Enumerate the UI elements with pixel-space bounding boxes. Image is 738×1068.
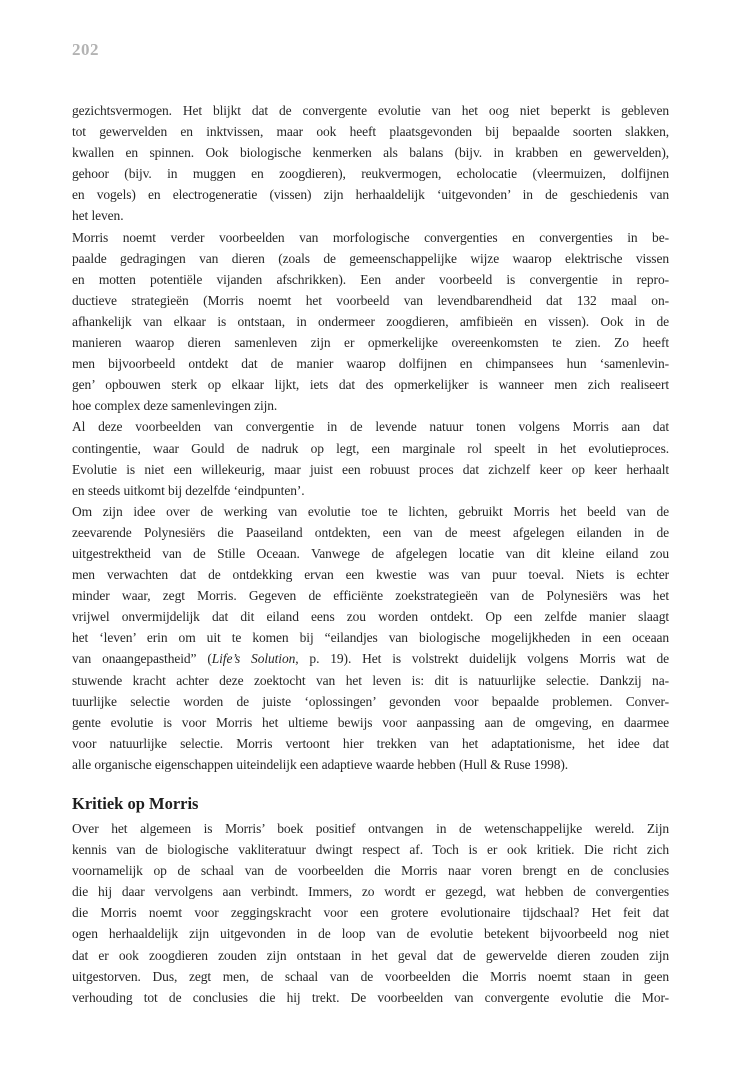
text-line: Evolutie is niet een willekeurig, maar juist een robuust proces dat zichzelf keer op keer herhaalt bbox=[72, 461, 669, 477]
text-line: paalde gedragingen van dieren (zoals de gemeenschappelijke wijze waarop elektrische vissen bbox=[72, 250, 669, 266]
body-text bbox=[72, 100, 669, 1008]
text-line: dat er ook zoogdieren zouden zijn ontstaan in het geval dat de gewervelde dieren zouden zijn bbox=[72, 947, 669, 963]
text-line: tuurlijke selectie worden de juiste ‘oplossingen’ gevonden voor bepaalde problemen. Conver- bbox=[72, 693, 669, 709]
text-line: gente evolutie is voor Morris het ultieme bewijs voor aanpassing aan de omgeving, en daarmee bbox=[72, 714, 669, 730]
text-line: zeevarende Polynesiërs die Paaseiland ontdekten, een van de meest afgelegen eilanden in de bbox=[72, 524, 669, 540]
paragraph bbox=[72, 818, 669, 1008]
paragraph bbox=[72, 416, 669, 500]
text-line: tot gewervelden en inktvissen, maar ook heeft plaatsgevonden bij bepaalde soorten slakken, bbox=[72, 124, 669, 140]
paragraph bbox=[72, 100, 669, 227]
text-line: alle organische eigenschappen uiteindelijk een adaptieve waarde hebben (Hull & Ruse 1998). bbox=[72, 756, 569, 772]
text-line: Over het algemeen is Morris’ boek positief ontvangen in de wetenschappelijke wereld. Zijn bbox=[72, 821, 669, 836]
text-line: en vogels) en electrogeneratie (vissen) zijn herhaaldelijk ‘uitgevonden’ in de geschiedenis van bbox=[72, 187, 669, 203]
book-title-italic: Life’s Solution bbox=[211, 651, 296, 667]
text-line: uitgestorven. Dus, zegt men, de schaal van de voorbeelden die Morris noemt staan in geen bbox=[72, 968, 669, 984]
text-line: gen’ opbouwen sterk op elkaar lijkt, iets dat des opmerkelijker is wanneer men zich realiseert bbox=[72, 377, 669, 393]
text-line: en steeds uitkomt bij dezelfde ‘eindpunten’. bbox=[72, 482, 305, 498]
text-line: kwallen en spinnen. Ook biologische kenmerken als balans (bijv. in krabben en gewervelden), bbox=[72, 145, 669, 161]
text-line: Morris noemt verder voorbeelden van morfologische convergenties en convergenties in be- bbox=[72, 229, 669, 245]
section-heading: Kritiek op Morris bbox=[72, 794, 199, 813]
paragraph bbox=[72, 501, 669, 775]
text-line bbox=[72, 648, 669, 669]
paragraph bbox=[72, 227, 669, 417]
text-line: het ‘leven’ erin om uit te komen bij “eilandjes van biologische mogelijkheden in een oceaan bbox=[72, 630, 669, 646]
text-line: en motten potentiële vijanden afschrikken). Een ander voorbeeld is convergentie in repro- bbox=[72, 271, 669, 287]
text-line: het leven. bbox=[72, 208, 124, 224]
text-line: ductieve strategieën (Morris noemt het voorbeeld van levendbarendheid dat 132 maal on- bbox=[72, 292, 669, 308]
text-line: stuwende kracht achter deze zoektocht van het leven is: dit is natuurlijke selectie. Dankzij na- bbox=[72, 672, 669, 688]
text-line: hoe complex deze samenlevingen zijn. bbox=[72, 398, 278, 414]
text-line: die hij daar vervolgens aan verbindt. Immers, zo wordt er gezegd, wat hebben de convergenties bbox=[72, 884, 669, 900]
text-line: verhouding tot de conclusies die hij trekt. De voorbeelden van convergente evolutie die Mor- bbox=[72, 989, 669, 1005]
text-line: Om zijn idee over de werking van evolutie toe te lichten, gebruikt Morris het beeld van de bbox=[72, 503, 669, 519]
text-line: gehoor (bijv. in muggen en zoogdieren), reukvermogen, echolocatie (vleermuizen, dolfijnen bbox=[72, 166, 669, 182]
text-line: die Morris noemt voor zeggingskracht voor een grotere evolutionaire tijdschaal? Het feit dat bbox=[72, 905, 669, 921]
text-line: men verwachten dat de ontdekking ervan een kwestie was van puur toeval. Niets is echter bbox=[72, 567, 669, 583]
text-line: voor natuurlijke selectie. Morris vertoont hier trekken van het adaptationisme, het idee dat bbox=[72, 735, 669, 751]
text-line: gezichtsvermogen. Het blijkt dat de convergente evolutie van het oog niet beperkt is gebleven bbox=[72, 103, 669, 118]
text-line: vrijwel onvermijdelijk dat dit eiland eens zou worden ontdekt. Op een zelfde manier slaagt bbox=[72, 609, 669, 625]
page-number: 202 bbox=[72, 40, 99, 59]
text-segment: van onaangepastheid” ( bbox=[72, 651, 212, 667]
text-line: afhankelijk van elkaar is ontstaan, in ondermeer zoogdieren, amfibieën en vissen). Ook in de bbox=[72, 313, 669, 329]
text-line: contingentie, waar Gould de nadruk op legt, een marginale rol speelt in het evolutieproces. bbox=[72, 440, 669, 456]
text-line: ogen herhaaldelijk zijn uitgevonden in de loop van de evolutie betekent bijvoorbeeld nog niet bbox=[72, 926, 669, 942]
text-line: manieren waarop dieren samenleven zijn er opmerkelijke overeenkomsten te zien. Zo heeft bbox=[72, 335, 669, 351]
text-line: voornamelijk op de schaal van de voorbeelden die Morris naar voren brengt en de conclusies bbox=[72, 863, 669, 879]
text-segment: , p. 19). Het is volstrekt duidelijk volgens Morris wat de bbox=[295, 651, 670, 667]
text-line: Al deze voorbeelden van convergentie in de levende natuur tonen volgens Morris aan dat bbox=[72, 419, 669, 435]
text-line: uitgestrektheid van de Stille Oceaan. Vanwege de afgelegen locatie van dit kleine eiland zou bbox=[72, 545, 669, 561]
text-line: minder waar, zegt Morris. Gegeven de efficiënte zoekstrategieën van de Polynesiërs was het bbox=[72, 588, 669, 604]
text-line: kennis van de biologische vakliteratuur dwingt respect af. Toch is er ook kritiek. Die richt zich bbox=[72, 842, 669, 858]
text-line: men bijvoorbeeld ontdekt dat de manier waarop dolfijnen en chimpansees hun ‘samenlevin- bbox=[72, 356, 669, 372]
